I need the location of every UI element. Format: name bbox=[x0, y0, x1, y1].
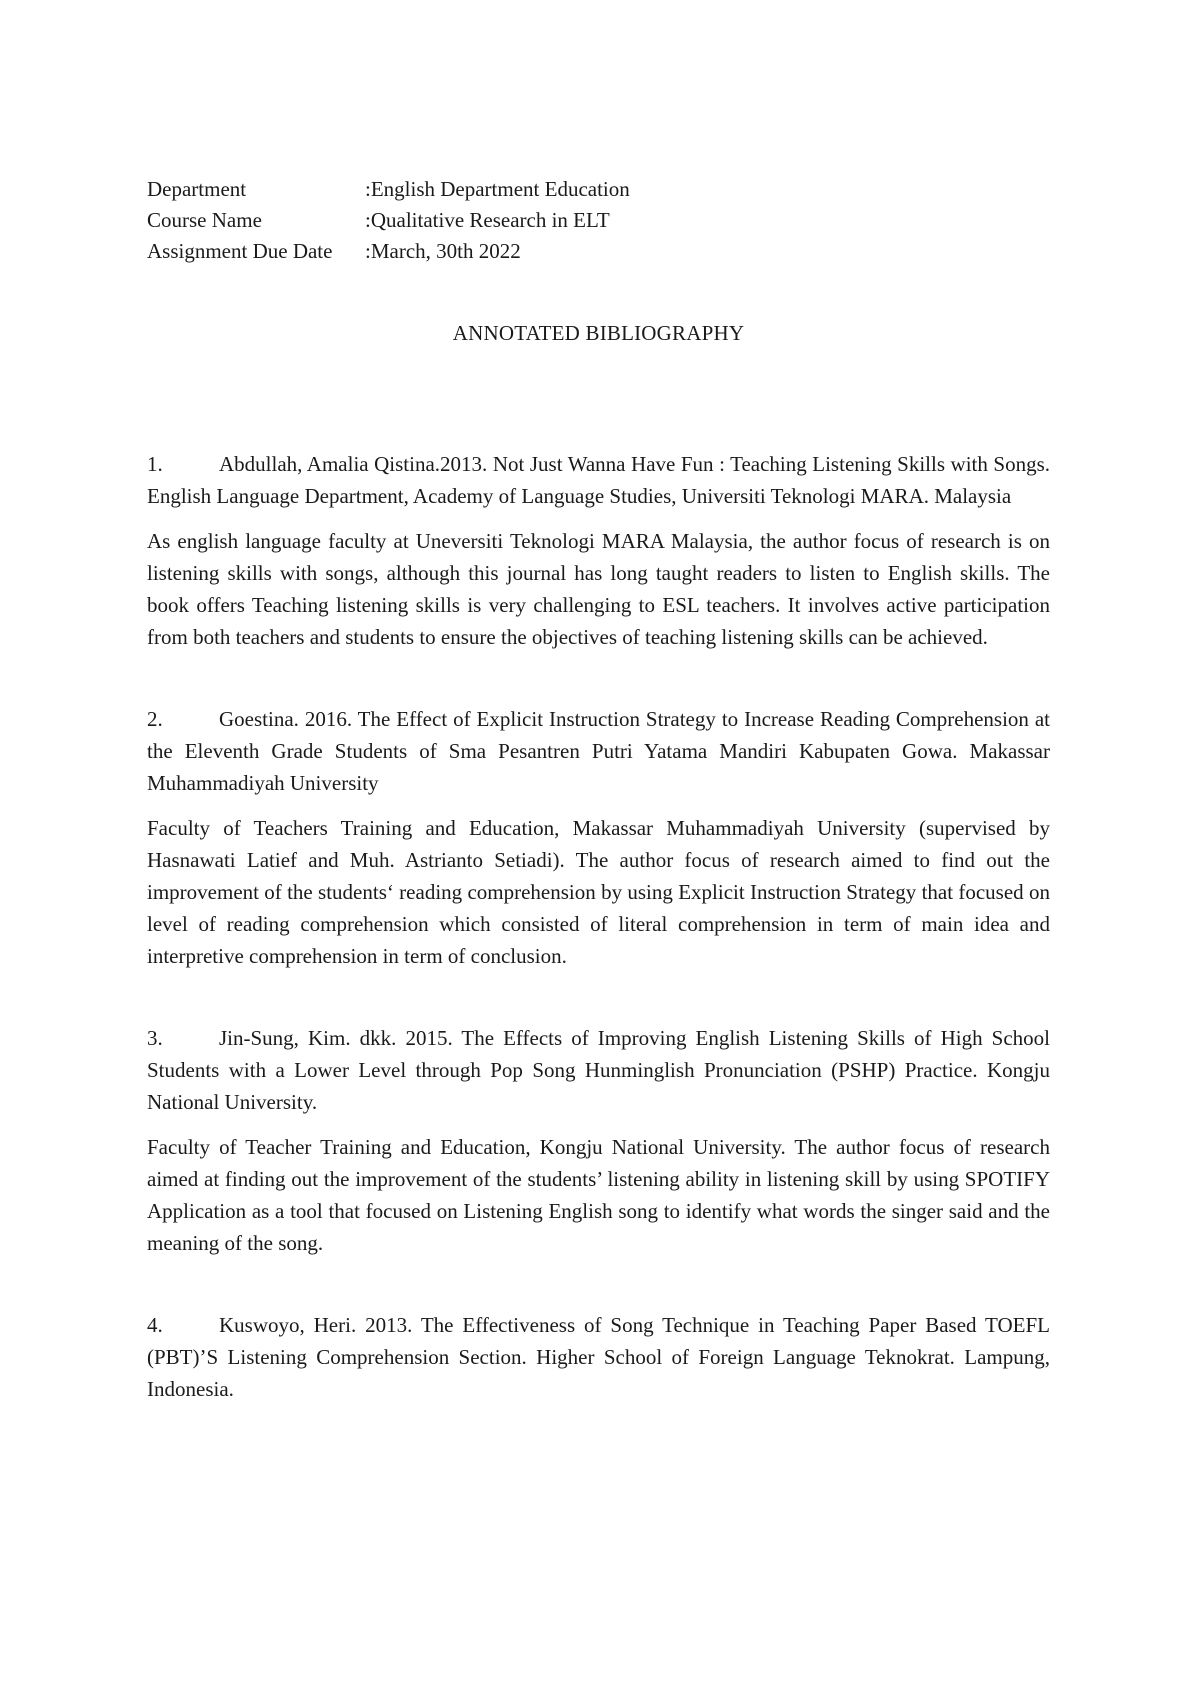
info-label: Assignment Due Date bbox=[147, 239, 333, 263]
entry-citation bbox=[147, 703, 1050, 799]
bibliography-list bbox=[147, 448, 1050, 1405]
info-row-course-name bbox=[147, 205, 1050, 236]
info-value: :March, 30th 2022 bbox=[365, 239, 521, 263]
assignment-info bbox=[147, 174, 1050, 267]
entry-number: 4. bbox=[147, 1313, 163, 1337]
entry-annotation: Faculty of Teacher Training and Education, Kongju National University. The author focus of research aimed at finding out the improvement of the students’ listening ability in listening skill by using SPOTIFY Application as a tool that focused on Listening English song to identify what words the singer said and the meaning of the song. bbox=[147, 1135, 1050, 1255]
citation-text: Goestina. 2016. The Effect of Explicit Instruction Strategy to Increase Reading Comprehension at the Eleventh Grade Students of Sma Pesantren Putri Yatama Mandiri Kabupaten Gowa. Makassar Muhammadiyah University bbox=[147, 707, 1050, 795]
entry-annotation: Faculty of Teachers Training and Education, Makassar Muhammadiyah University (supervised by Hasnawati Latief and Muh. Astrianto Setiadi). The author focus of research aimed to find out the improvement of the students‘ reading comprehension by using Explicit Instruction Strategy that focused on level of reading comprehension which consisted of literal comprehension in term of main idea and interpretive comprehension in term of conclusion. bbox=[147, 816, 1050, 968]
citation-text: Jin-Sung, Kim. dkk. 2015. The Effects of Improving English Listening Skills of High School Students with a Lower Level through Pop Song Hunminglish Pronunciation (PSHP) Practice. Kongju National University. bbox=[147, 1026, 1050, 1114]
document-title: ANNOTATED BIBLIOGRAPHY bbox=[452, 321, 745, 345]
info-value: :English Department Education bbox=[365, 177, 630, 201]
bibliography-entry bbox=[147, 1022, 1050, 1259]
entry-number: 2. bbox=[147, 707, 163, 731]
entry-citation bbox=[147, 448, 1050, 512]
entry-annotation: As english language faculty at Uneversiti Teknologi MARA Malaysia, the author focus of research is on listening skills with songs, although this journal has long taught readers to listen to English skills. The book offers Teaching listening skills is very challenging to ESL teachers. It involves active participation from both teachers and students to ensure the objectives of teaching listening skills can be achieved. bbox=[147, 529, 1050, 649]
citation-text: Kuswoyo, Heri. 2013. The Effectiveness of Song Technique in Teaching Paper Based TOEFL (PBT)’S Listening Comprehension Section. Higher School of Foreign Language Teknokrat. Lampung, Indonesia. bbox=[147, 1313, 1050, 1401]
entry-citation bbox=[147, 1022, 1050, 1118]
info-label: Department bbox=[147, 177, 247, 201]
entry-number: 3. bbox=[147, 1026, 163, 1050]
info-label: Course Name bbox=[147, 208, 262, 232]
entry-number: 1. bbox=[147, 452, 163, 476]
bibliography-entry bbox=[147, 1309, 1050, 1405]
entry-citation bbox=[147, 1309, 1050, 1405]
bibliography-entry bbox=[147, 703, 1050, 972]
citation-text: Abdullah, Amalia Qistina.2013. Not Just Wanna Have Fun : Teaching Listening Skills with Songs. English Language Department, Academy of Language Studies, Universiti Teknologi MARA. Malaysia bbox=[147, 452, 1050, 508]
info-row-due-date bbox=[147, 236, 1050, 267]
info-row-department bbox=[147, 174, 1050, 205]
document-page bbox=[147, 174, 1050, 1405]
bibliography-entry bbox=[147, 448, 1050, 653]
info-value: :Qualitative Research in ELT bbox=[365, 208, 610, 232]
